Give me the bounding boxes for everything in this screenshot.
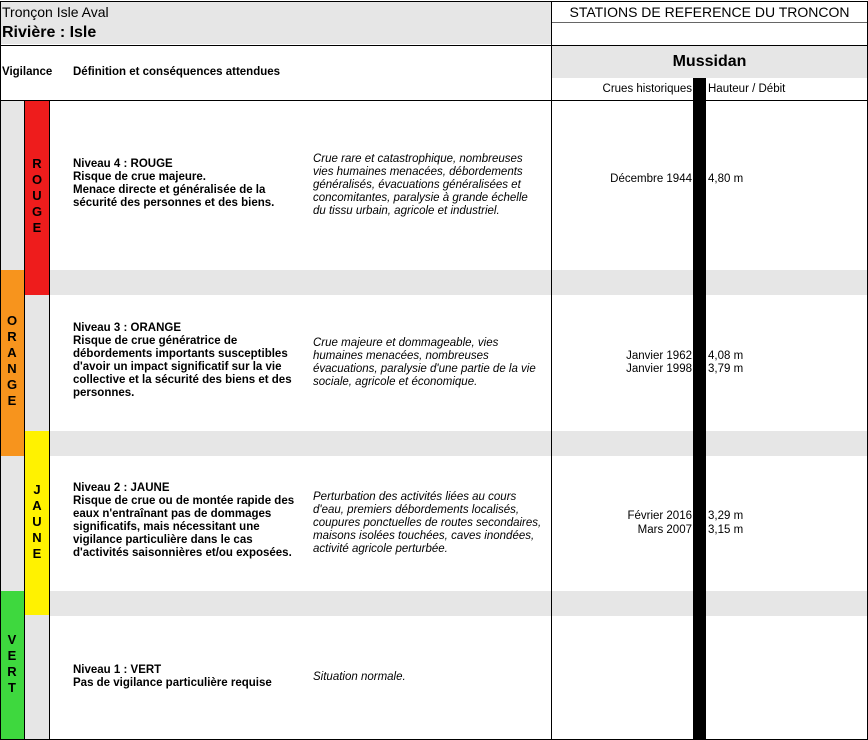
level-3-definition: Niveau 3 : ORANGE Risque de crue génératrice de débordements importants susceptibles d'avoir un impact significatif sur la vie collective et la sécurité des biens et des personnes.: [73, 322, 292, 399]
stations-title: STATIONS DE REFERENCE DU TRONCON: [569, 4, 850, 20]
table-line: [24, 100, 25, 740]
level-3-crue-hauteur-1: 4,08 m: [708, 350, 744, 362]
table-line: [551, 22, 868, 23]
vert-vertical-label: V E R T: [7, 632, 17, 695]
jaune-vertical-label: J A U N E: [32, 482, 42, 561]
table-line: [0, 45, 868, 46]
table-line: [49, 100, 50, 740]
level-4-crue-date: Décembre 1944: [610, 173, 692, 185]
orange-vertical-label: O R A N G E: [6, 313, 18, 408]
level-1-consequences: Situation normale.: [313, 671, 406, 683]
level-2-crue-hauteur-2: 3,15 m: [708, 524, 744, 536]
level-2-crue-date-2: Mars 2007: [637, 524, 692, 536]
rouge-vertical-label: R O U G E: [31, 156, 43, 235]
table-border-top: [0, 1, 868, 2]
level-3-crue-date-2: Janvier 1998: [626, 363, 692, 375]
table-line: [551, 1, 552, 740]
col-vigilance-header: Vigilance: [2, 66, 53, 78]
riviere-label: Rivière : Isle: [2, 24, 97, 41]
station-name: Mussidan: [672, 53, 747, 70]
level-1-definition: Niveau 1 : VERT Pas de vigilance particulière requise: [73, 664, 272, 689]
level-3-crue-date-1: Janvier 1962: [626, 350, 692, 362]
station-column-divider: [693, 78, 706, 740]
level-4-definition: Niveau 4 : ROUGE Risque de crue majeure. Menace directe et généralisée de la sécurité des personnes et des biens.: [73, 158, 275, 209]
level-2-crue-hauteur-1: 3,29 m: [708, 510, 744, 522]
col-crues-header: Crues historiques: [602, 83, 692, 95]
level-2-crue-date-1: Février 2016: [627, 510, 692, 522]
troncon-label: Tronçon Isle Aval: [2, 4, 109, 20]
col-definition-header: Définition et conséquences attendues: [73, 66, 281, 78]
level-2-consequences: Perturbation des activités liées au cours d'eau, premiers débordements localisés, coupures ponctuelles de routes secondaires, maisons isolées touchées, caves inondées, activité agricole perturbée.: [313, 491, 542, 555]
level-4-consequences: Crue rare et catastrophique, nombreuses vies humaines menacées, débordements généralisés, évacuations généralisées et concomitantes, paralysie à grande échelle du tissu urbain, agricole et industriel.: [313, 153, 528, 217]
table-border-left: [0, 1, 1, 740]
level-3-consequences: Crue majeure et dommageable, vies humaines menacées, nombreuses évacuations, paralysie d'une partie de la vie sociale, agricole et économique.: [313, 337, 536, 388]
col-hauteur-header: Hauteur / Débit: [708, 83, 786, 95]
level-2-definition: Niveau 2 : JAUNE Risque de crue ou de montée rapide des eaux n'entraînant pas de dommages significatifs, mais nécessitant une vigilance particulière dans le cas d'activités saisonnières et/ou exposées.: [73, 482, 295, 559]
separator-strip: [50, 431, 868, 456]
table-line: [0, 100, 868, 101]
separator-strip: [50, 591, 868, 616]
separator-strip: [50, 270, 868, 295]
level-3-crue-hauteur-2: 3,79 m: [708, 363, 744, 375]
level-4-crue-hauteur: 4,80 m: [708, 173, 744, 185]
